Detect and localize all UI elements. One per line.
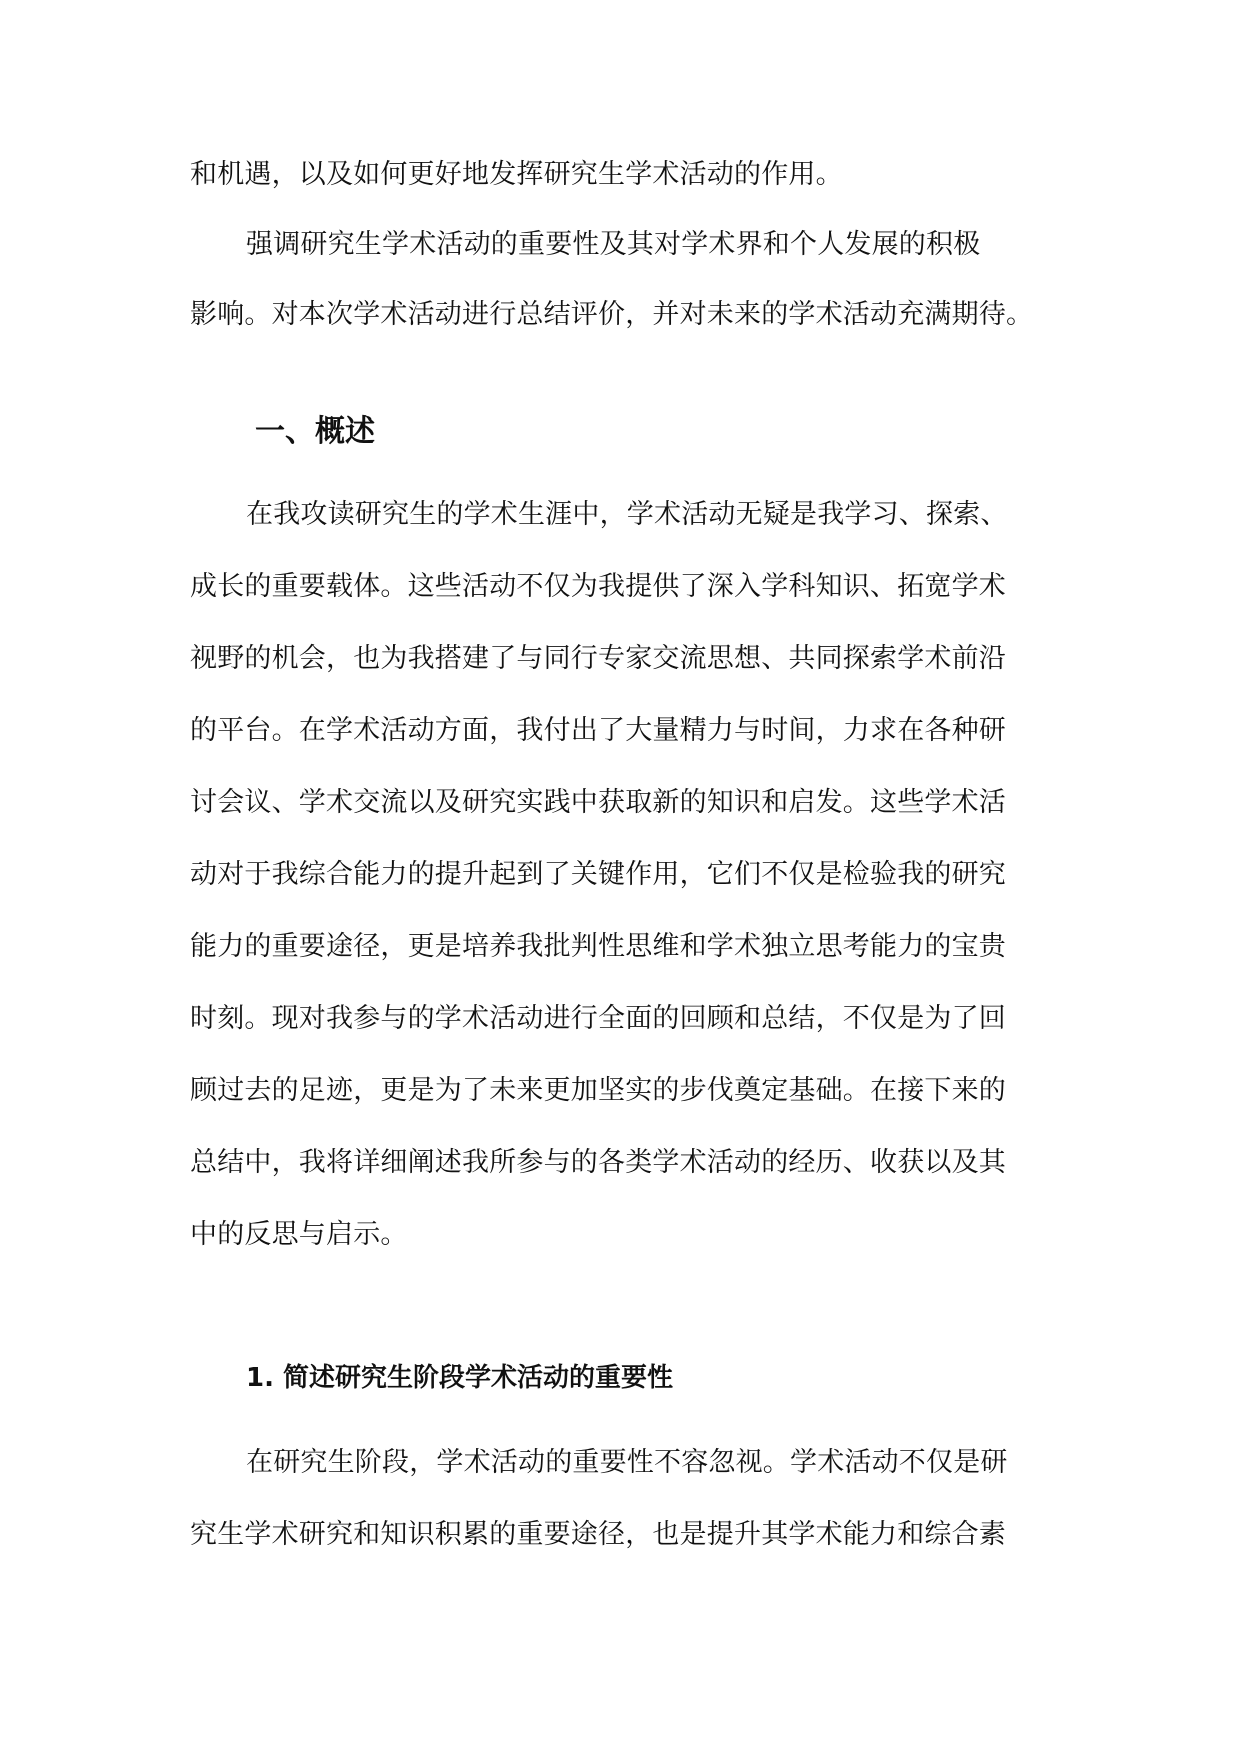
intro-line-3: 影响。对本次学术活动进行总结评价，并对未来的学术活动充满期待。 [190, 299, 1034, 330]
overview-line-2: 成长的重要载体。这些活动不仅为我提供了深入学科知识、拓宽学术 [190, 571, 1006, 602]
intro-line-1: 和机遇，以及如何更好地发挥研究生学术活动的作用。 [190, 159, 843, 190]
overview-line-7: 能力的重要途径，更是培养我批判性思维和学术独立思考能力的宝贵 [190, 931, 1006, 962]
overview-line-8: 时刻。现对我参与的学术活动进行全面的回顾和总结，不仅是为了回 [190, 1003, 1006, 1034]
overview-line-1: 在我攻读研究生的学术生涯中，学术活动无疑是我学习、探索、 [246, 499, 1008, 530]
overview-line-10: 总结中，我将详细阐述我所参与的各类学术活动的经历、收获以及其 [190, 1147, 1006, 1178]
intro-line-2: 强调研究生学术活动的重要性及其对学术界和个人发展的积极 [246, 229, 981, 260]
subsection-heading: 1. 简述研究生阶段学术活动的重要性 [246, 1363, 674, 1393]
section-heading: 一、概述 [255, 414, 375, 449]
overview-line-6: 动对于我综合能力的提升起到了关键作用，它们不仅是检验我的研究 [190, 859, 1006, 890]
overview-line-5: 讨会议、学术交流以及研究实践中获取新的知识和启发。这些学术活 [190, 787, 1006, 818]
overview-line-9: 顾过去的足迹，更是为了未来更加坚实的步伐奠定基础。在接下来的 [190, 1075, 1006, 1106]
subsection-line-2: 究生学术研究和知识积累的重要途径，也是提升其学术能力和综合素 [190, 1519, 1006, 1550]
overview-line-4: 的平台。在学术活动方面，我付出了大量精力与时间，力求在各种研 [190, 715, 1006, 746]
subsection-line-1: 在研究生阶段，学术活动的重要性不容忽视。学术活动不仅是研 [246, 1447, 1008, 1478]
overview-line-11: 中的反思与启示。 [190, 1219, 408, 1250]
overview-line-3: 视野的机会，也为我搭建了与同行专家交流思想、共同探索学术前沿 [190, 643, 1006, 674]
